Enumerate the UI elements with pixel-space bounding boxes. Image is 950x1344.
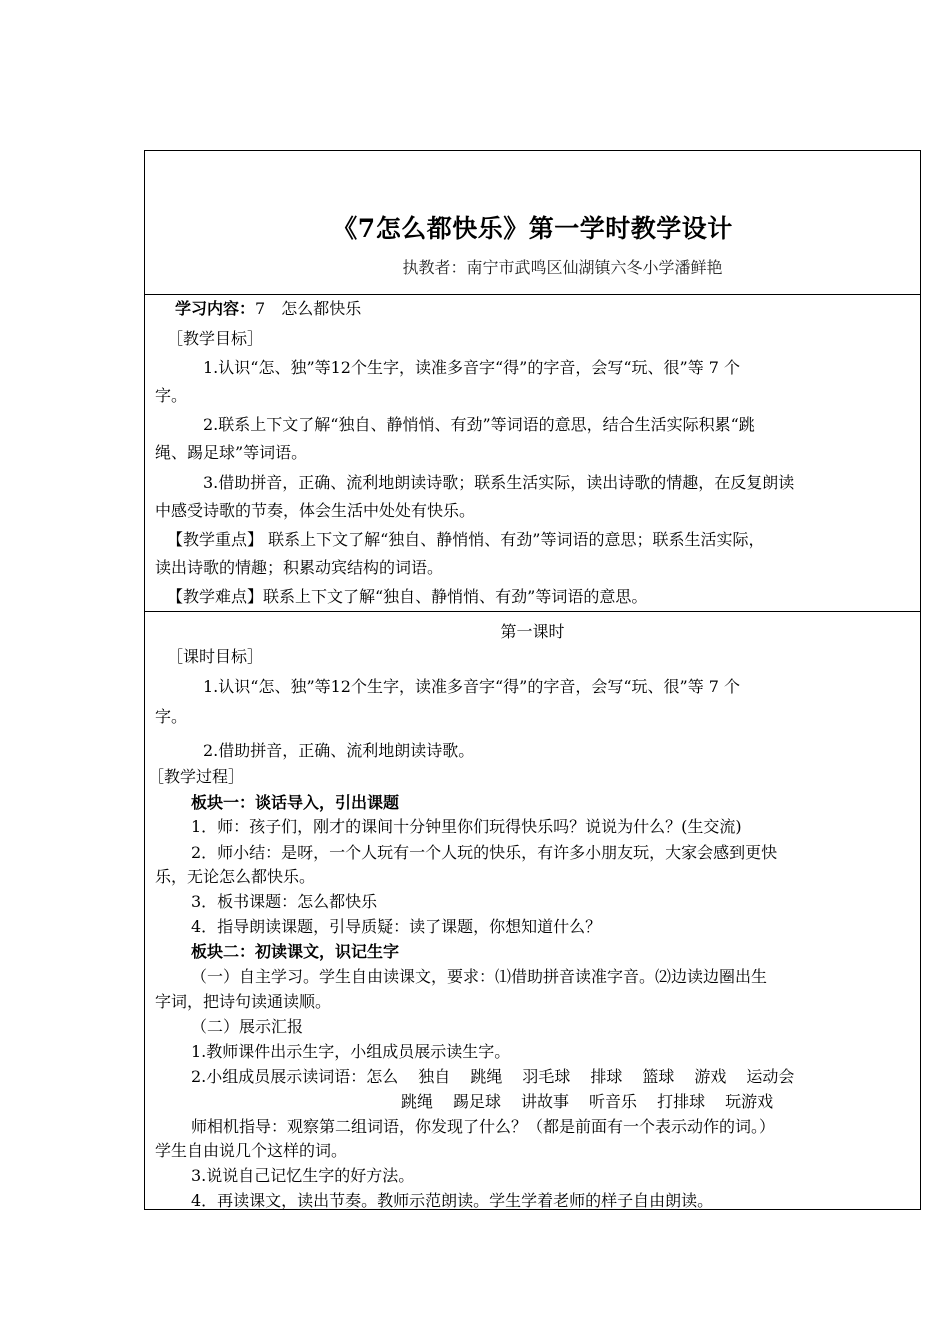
word-list-row-1 [191, 1065, 814, 1089]
block-1-item-2-line-1: 2．师小结：是呀，一个人玩有一个人玩的快乐，有许多小朋友玩，大家会感到更快 [191, 843, 778, 862]
block-2-item-6: 4．再读课文，读出节奏。教师示范朗读。学生学着老师的样子自由朗读。 [191, 1191, 714, 1210]
lesson-plan-table [144, 150, 921, 1210]
block-2-item-1-line-1: （一）自主学习。学生自由读课文，要求：⑴借助拼音读准字音。⑵边读边圈出生 [191, 967, 768, 986]
lesson-goal-2: 2.借助拼音，正确、流利地朗读诗歌。 [203, 741, 475, 760]
learning-content [175, 297, 361, 321]
word-item: 打排球 [657, 1092, 706, 1111]
learning-content-value: 7 怎么都快乐 [255, 299, 362, 318]
word-item: 排球 [590, 1067, 623, 1086]
word-item: 羽毛球 [522, 1067, 571, 1086]
goal-3-line-2: 中感受诗歌的节奏，体会生活中处处有快乐。 [155, 501, 476, 520]
goal-1-line-1: 1.认识“怎、独”等12个生字，读准多音字“得”的字音，会写“玩、很”等 7 个 [203, 358, 741, 377]
word-item: 听音乐 [589, 1092, 638, 1111]
goal-3-line-1: 3.借助拼音，正确、流利地朗读诗歌；联系生活实际，读出诗歌的情趣，在反复朗读 [203, 473, 795, 492]
block-2-title: 板块二：初读课文，识记生字 [191, 942, 400, 961]
key-points-line-1: 【教学重点】 联系上下文了解“独自、静悄悄、有劲”等词语的意思；联系生活实际， [167, 530, 765, 549]
block-2-item-5: 3.说说自己记忆生字的好方法。 [191, 1166, 415, 1185]
word-item: 运动会 [746, 1067, 795, 1086]
word-item: 游戏 [694, 1067, 727, 1086]
lesson-goal-1-line-2: 字。 [155, 707, 188, 726]
lesson-title: 第一课时 [500, 622, 565, 641]
block-1-item-4: 4．指导朗读课题，引导质疑：读了课题，你想知道什么？ [191, 917, 602, 936]
learning-content-label: 学习内容： [175, 299, 256, 318]
word-item: 怎么 [366, 1067, 399, 1086]
goals-heading: ［教学目标］ [167, 329, 264, 348]
block-1-title: 板块一：谈话导入，引出课题 [191, 793, 400, 812]
goal-2-line-2: 绳、踢足球”等词语。 [155, 443, 308, 462]
word-item: 讲故事 [521, 1092, 570, 1111]
key-points-line-2: 读出诗歌的情趣；积累动宾结构的词语。 [155, 558, 444, 577]
word-list-row-2 [401, 1090, 793, 1114]
word-item: 踢足球 [453, 1092, 502, 1111]
difficulty-line: 【教学难点】联系上下文了解“独自、静悄悄、有劲”等词语的意思。 [167, 587, 648, 606]
lesson-goal-1-line-1: 1.认识“怎、独”等12个生字，读准多音字“得”的字音，会写“玩、很”等 7 个 [203, 677, 741, 696]
word-item: 独自 [418, 1067, 451, 1086]
goal-1-line-2: 字。 [155, 386, 188, 405]
process-heading: ［教学过程］ [148, 767, 245, 786]
word-item: 篮球 [642, 1067, 675, 1086]
divider-section [145, 611, 920, 612]
word-list-label: 2.小组成员展示读词语： [191, 1067, 367, 1086]
document-title: 《7怎么都快乐》第一学时教学设计 [332, 214, 733, 243]
word-item: 跳绳 [401, 1092, 434, 1111]
block-1-item-3: 3．板书课题：怎么都快乐 [191, 892, 378, 911]
word-item: 跳绳 [470, 1067, 503, 1086]
word-item: 玩游戏 [725, 1092, 774, 1111]
block-1-item-2-line-2: 乐，无论怎么都快乐。 [155, 867, 316, 886]
block-2-item-1-line-2: 字词，把诗句读通读顺。 [155, 992, 332, 1011]
block-2-item-2: （二）展示汇报 [191, 1017, 304, 1036]
block-2-item-3: 1.教师课件出示生字，小组成员展示读生字。 [191, 1042, 511, 1061]
author-line: 执教者：南宁市武鸣区仙湖镇六冬小学潘鲜艳 [402, 258, 723, 277]
goal-2-line-1: 2.联系上下文了解“独自、静悄悄、有劲”等词语的意思，结合生活实际积累“跳 [203, 415, 755, 434]
teacher-guide-line-1: 师相机指导：观察第二组词语，你发现了什么？（都是前面有一个表示动作的词。） [191, 1117, 776, 1136]
lesson-goals-heading: ［课时目标］ [167, 647, 264, 666]
teacher-guide-line-2: 学生自由说几个这样的词。 [155, 1141, 348, 1160]
block-1-item-1: 1．师：孩子们，刚才的课间十分钟里你们玩得快乐吗？说说为什么？(生交流) [191, 817, 742, 836]
divider-header [145, 294, 920, 295]
